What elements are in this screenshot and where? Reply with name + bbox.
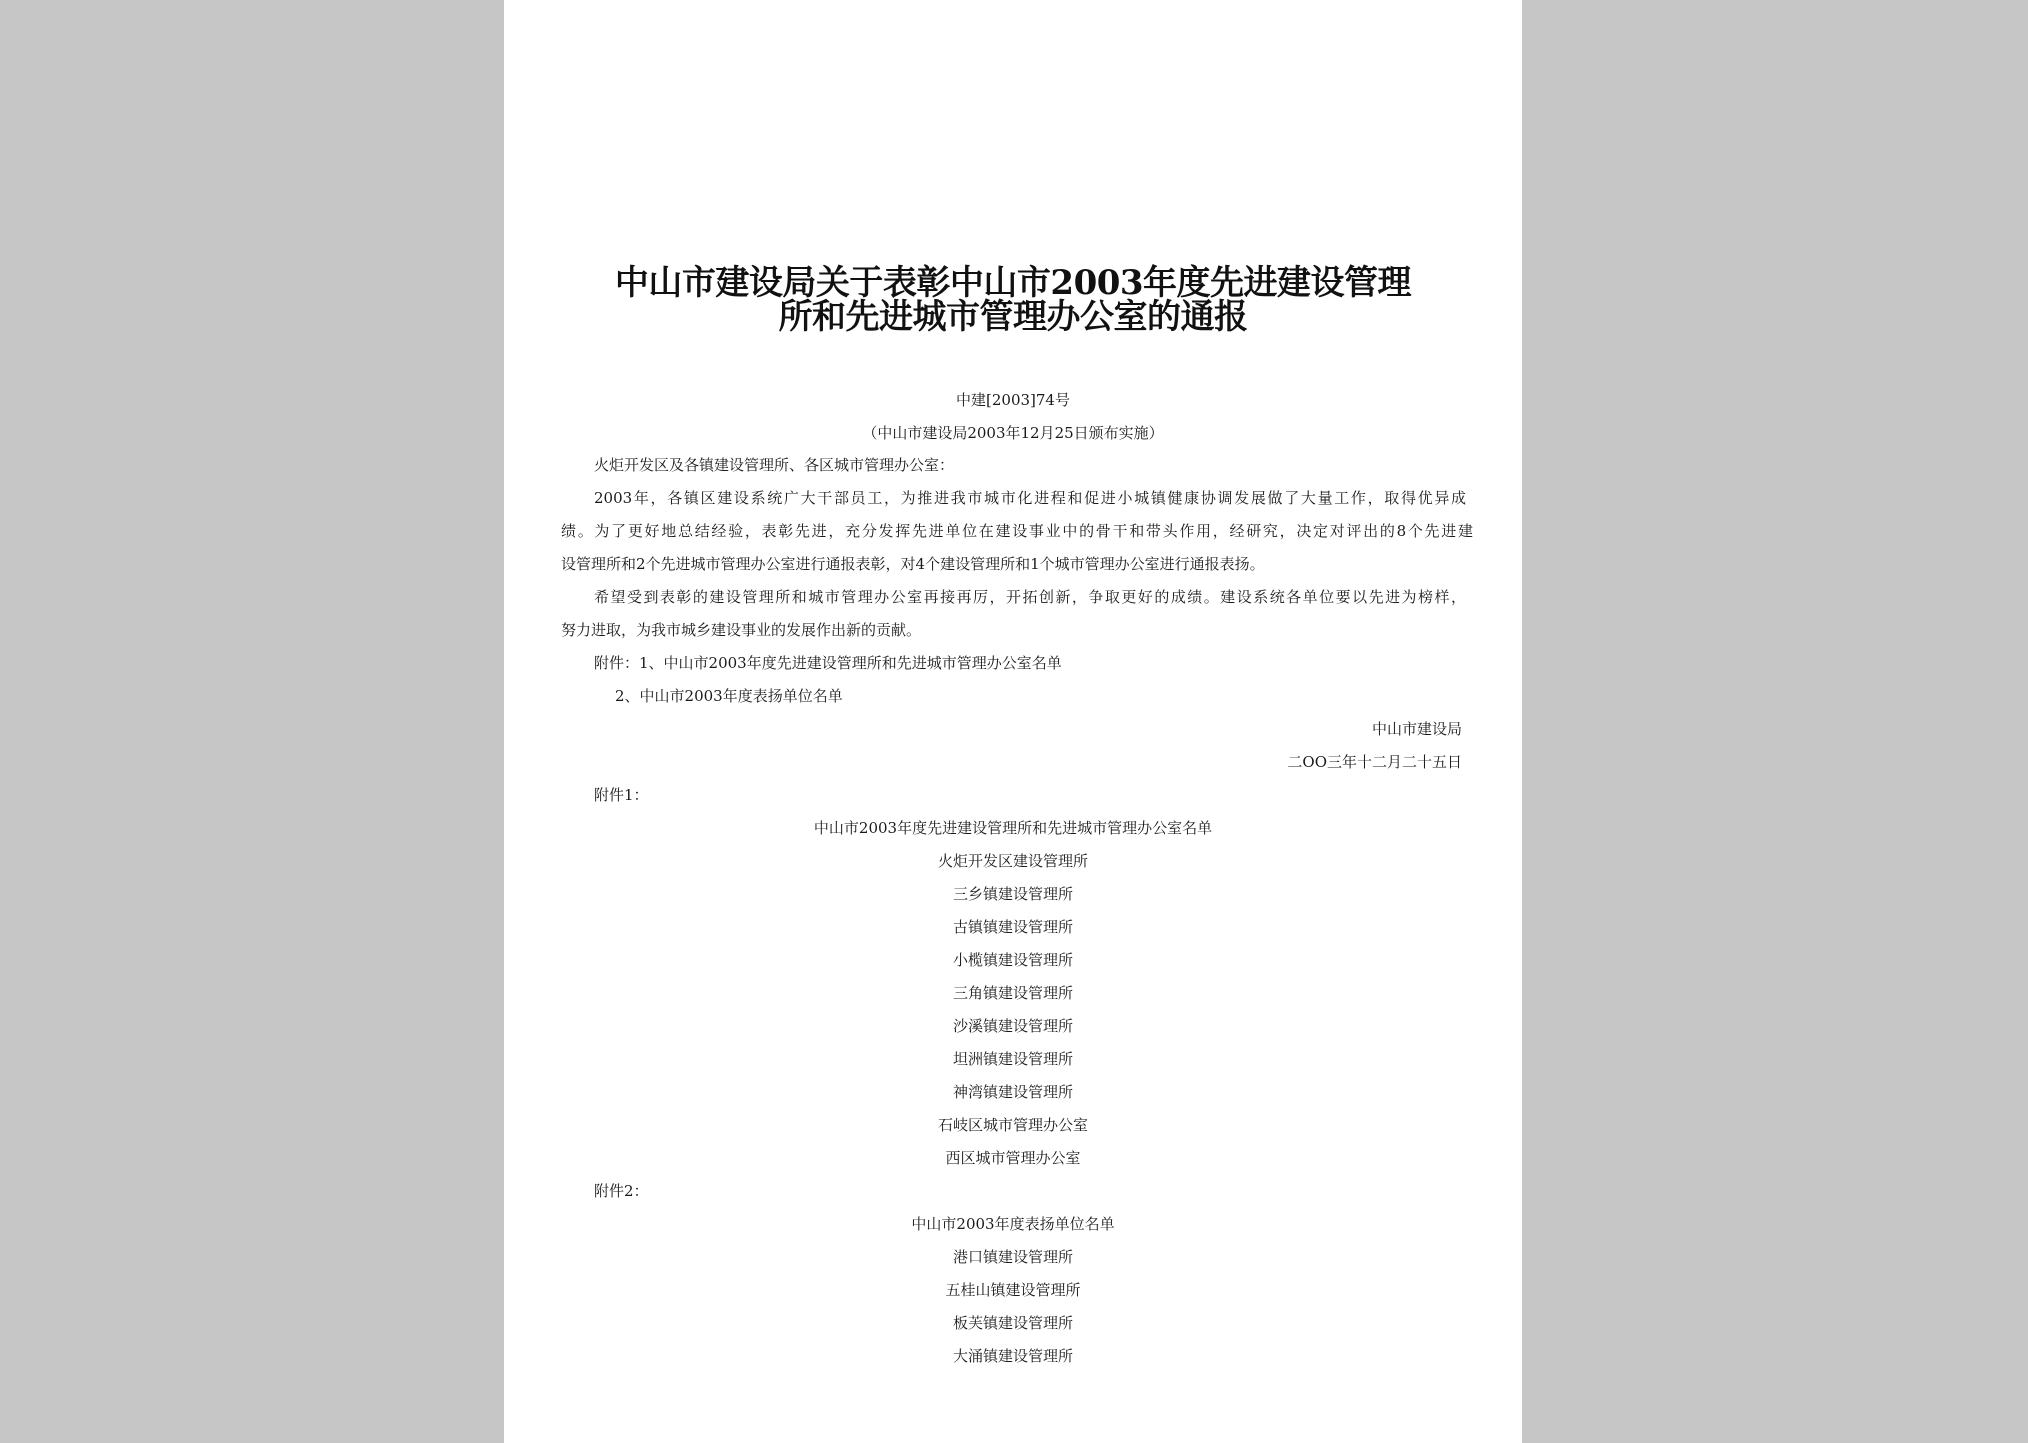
issue-note: （中山市建设局2003年12月25日颁布实施） bbox=[862, 424, 1164, 442]
annex-1-item: 小榄镇建设管理所 bbox=[952, 951, 1073, 969]
paragraph-1-line-3: 设管理所和2个先进城市管理办公室进行通报表彰，对4个建设管理所和1个城市管理办公室进行通报表扬。 bbox=[561, 555, 1265, 573]
annex-2-item: 板芙镇建设管理所 bbox=[952, 1314, 1073, 1332]
annex-2-item: 港口镇建设管理所 bbox=[952, 1248, 1073, 1266]
annex-1-item: 三角镇建设管理所 bbox=[952, 984, 1073, 1002]
document-page bbox=[504, 0, 1522, 1443]
annex-2-label: 附件2： bbox=[594, 1182, 649, 1200]
paragraph-2-line-2: 努力进取，为我市城乡建设事业的发展作出新的贡献。 bbox=[561, 621, 922, 639]
annex-1-item: 坦洲镇建设管理所 bbox=[952, 1050, 1073, 1068]
annex-2-heading: 中山市2003年度表扬单位名单 bbox=[911, 1215, 1115, 1233]
annex-1-item: 三乡镇建设管理所 bbox=[952, 885, 1073, 903]
annex-2-item: 大涌镇建设管理所 bbox=[952, 1347, 1073, 1365]
paragraph-1-line-2: 绩。为了更好地总结经验，表彰先进，充分发挥先进单位在建设事业中的骨干和带头作用，经研究，决定对评出的8个先进建 bbox=[561, 522, 1473, 540]
signature-organization: 中山市建设局 bbox=[1371, 720, 1462, 738]
paragraph-2-line-1: 希望受到表彰的建设管理所和城市管理办公室再接再厉，开拓创新，争取更好的成绩。建设系统各单位要以先进为榜样， bbox=[594, 588, 1466, 606]
document-title-line-2: 所和先进城市管理办公室的通报 bbox=[778, 297, 1248, 337]
annex-1-item: 火炬开发区建设管理所 bbox=[937, 852, 1088, 870]
paragraph-1-line-1: 2003年，各镇区建设系统广大干部员工，为推进我市城市化进程和促进小城镇健康协调发展做了大量工作，取得优异成 bbox=[594, 489, 1466, 507]
document-title-line-1: 中山市建设局关于表彰中山市2003年度先进建设管理 bbox=[614, 263, 1412, 303]
annex-1-item: 石岐区城市管理办公室 bbox=[937, 1116, 1088, 1134]
attachments-list-line-1: 附件：1、中山市2003年度先进建设管理所和先进城市管理办公室名单 bbox=[594, 654, 1062, 672]
annex-2-item: 五桂山镇建设管理所 bbox=[945, 1281, 1081, 1299]
annex-1-item: 古镇镇建设管理所 bbox=[952, 918, 1073, 936]
annex-1-heading: 中山市2003年度先进建设管理所和先进城市管理办公室名单 bbox=[813, 819, 1213, 837]
annex-1-item: 神湾镇建设管理所 bbox=[952, 1083, 1073, 1101]
addressee: 火炬开发区及各镇建设管理所、各区城市管理办公室： bbox=[594, 456, 955, 474]
document-number: 中建[2003]74号 bbox=[956, 391, 1070, 409]
annex-1-item: 西区城市管理办公室 bbox=[945, 1149, 1081, 1167]
signature-date: 二OO三年十二月二十五日 bbox=[1287, 753, 1462, 771]
attachments-list-line-2: 2、中山市2003年度表扬单位名单 bbox=[615, 687, 843, 705]
annex-1-label: 附件1： bbox=[594, 786, 649, 804]
annex-1-item: 沙溪镇建设管理所 bbox=[952, 1017, 1073, 1035]
